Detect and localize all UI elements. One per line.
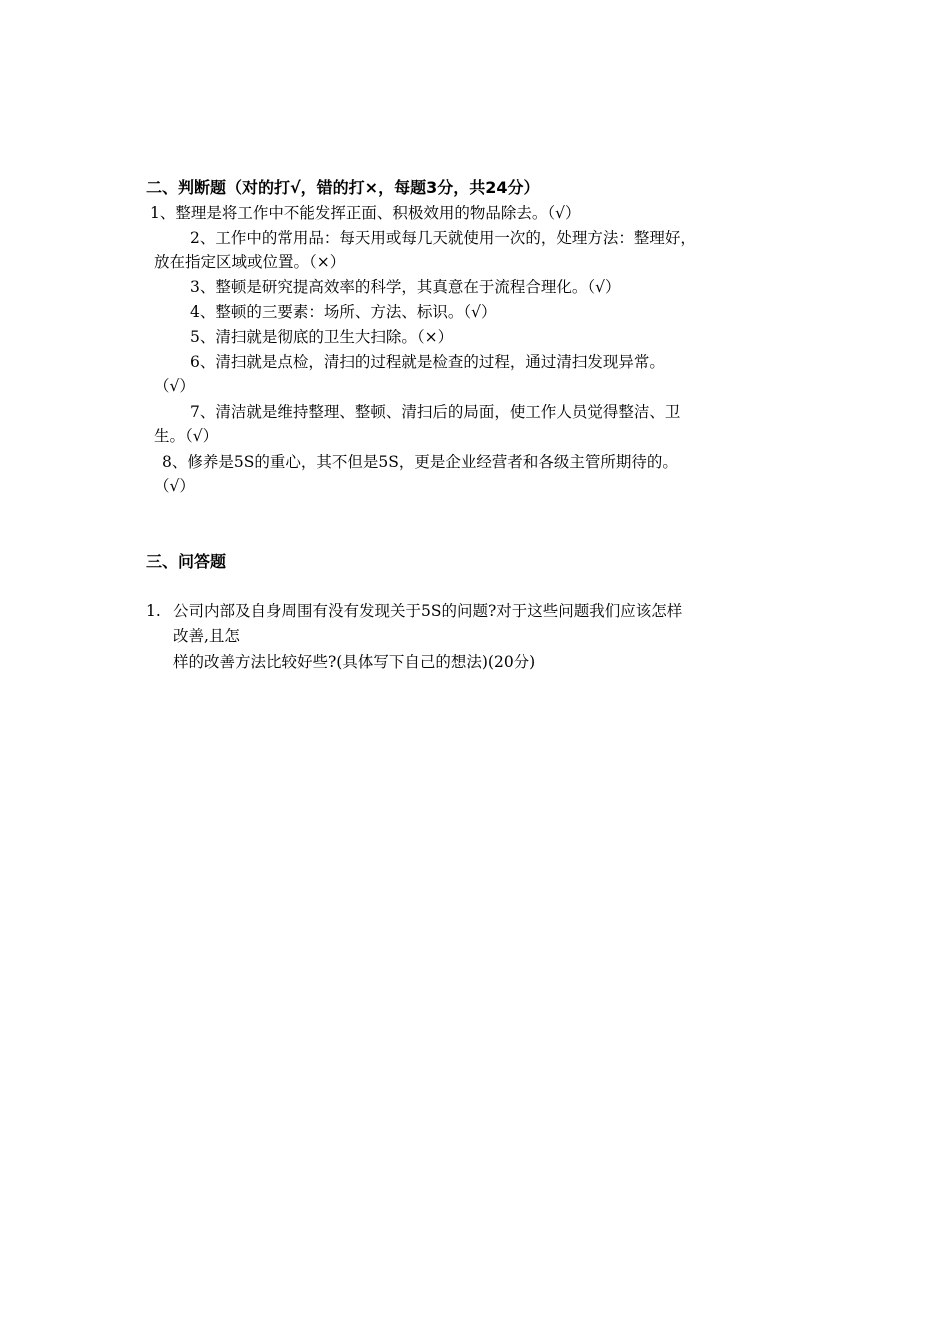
question-line-1: 公司内部及自身周围有没有发现关于5S的问题?对于这些问题我们应该怎样 — [173, 602, 683, 620]
section-2-heading: 二、判断题（对的打√，错的打×，每题3分，共24分） — [146, 178, 540, 197]
true-false-item-3: 3、整顿是研究提高效率的科学，其真意在于流程合理化。（√） — [190, 278, 621, 296]
true-false-item-2-line-1: 2、工作中的常用品：每天用或每几天就使用一次的，处理方法：整理好， — [190, 229, 696, 247]
question-number: 1. — [146, 602, 161, 620]
true-false-item-7-line-1: 7、清洁就是维持整理、整顿、清扫后的局面，使工作人员觉得整洁、卫 — [190, 403, 681, 421]
true-false-item-7-line-2: 生。（√） — [154, 427, 219, 445]
question-line-3: 样的改善方法比较好些?(具体写下自己的想法)(20分) — [173, 653, 536, 671]
true-false-item-4: 4、整顿的三要素：场所、方法、标识。（√） — [190, 303, 497, 321]
true-false-item-8-line-1: 8、修养是5S的重心，其不但是5S，更是企业经营者和各级主管所期待的。 — [162, 453, 678, 471]
true-false-item-8-line-2: （√） — [154, 477, 195, 495]
true-false-item-1: 1、整理是将工作中不能发挥正面、积极效用的物品除去。（√） — [150, 204, 581, 222]
question-line-2: 改善,且怎 — [173, 627, 240, 645]
true-false-item-5: 5、清扫就是彻底的卫生大扫除。（×） — [190, 328, 454, 346]
true-false-item-2-line-2: 放在指定区域或位置。（×） — [154, 253, 346, 271]
section-3-heading: 三、问答题 — [146, 552, 227, 571]
true-false-item-6-line-2: （√） — [154, 377, 195, 395]
true-false-item-6-line-1: 6、清扫就是点检，清扫的过程就是检查的过程，通过清扫发现异常。 — [190, 353, 665, 371]
